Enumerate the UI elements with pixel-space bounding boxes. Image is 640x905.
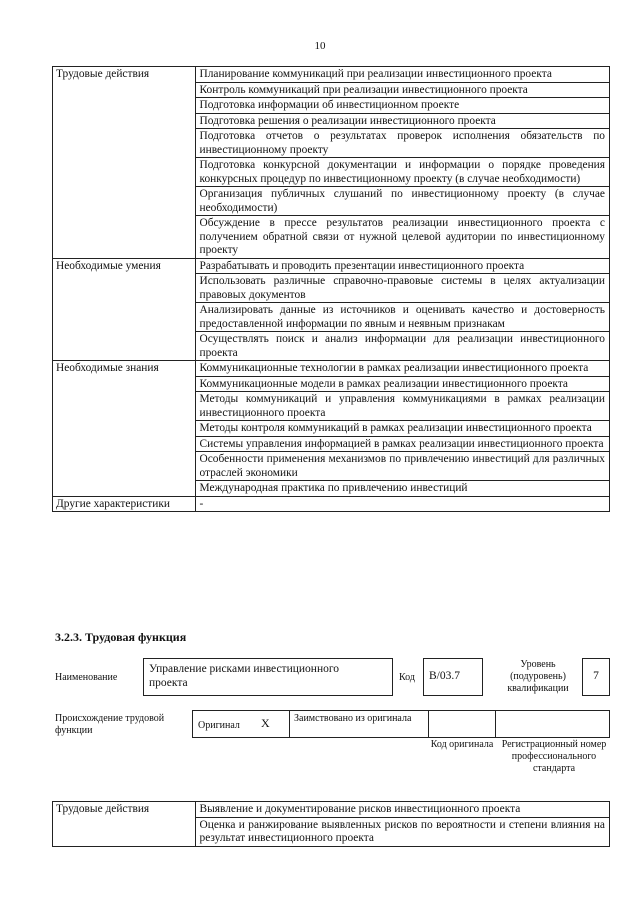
- name-box: [143, 658, 393, 696]
- row-group-label: Необходимые знания: [53, 361, 196, 497]
- name-value: Управление рисками инвестиционного проекта: [149, 663, 340, 689]
- original-label: Оригинал: [198, 720, 240, 731]
- row-item: Методы коммуникаций и управления коммуникациями в рамках реализации инвестиционного проекта: [195, 392, 610, 421]
- row-item: Оценка и ранжирование выявленных рисков по вероятности и степени влияния на результат инвестиционного проекта: [195, 817, 610, 846]
- row-item: Разрабатывать и проводить презентации инвестиционного проекта: [195, 258, 610, 274]
- section-title: 3.2.3. Трудовая функция: [55, 630, 187, 644]
- row-group-label: Трудовые действия: [53, 802, 196, 847]
- row-item: Организация публичных слушаний по инвестиционному проекту (в случае необходимости): [195, 187, 610, 216]
- level-box: [582, 658, 610, 696]
- row-item: Подготовка конкурсной документации и информации о порядке проведения конкурсных процедур по инвестиционному проекту (в случае необходимости): [195, 158, 610, 187]
- original-mark: X: [261, 716, 270, 730]
- page-number: 10: [314, 40, 326, 52]
- row-item: Подготовка информации об инвестиционном проекте: [195, 98, 610, 114]
- table-row: [53, 802, 610, 818]
- row-item: Контроль коммуникаций при реализации инвестиционного проекта: [195, 82, 610, 98]
- row-group-label: Необходимые умения: [53, 258, 196, 361]
- table-row: [53, 258, 610, 274]
- row-item: Выявление и документирование рисков инвестиционного проекта: [195, 802, 610, 818]
- origin-row: [192, 710, 610, 738]
- borrowed-label: Заимствовано из оригинала: [294, 713, 412, 724]
- row-item: Подготовка решения о реализации инвестиционного проекта: [195, 113, 610, 129]
- level-label: Уровень (подуровень) квалификации: [507, 659, 569, 694]
- row-item: Международная практика по привлечению инвестиций: [195, 481, 610, 497]
- code-caption: Код оригинала: [430, 739, 494, 750]
- row-item: Использовать различные справочно-правовые системы в целях актуализации правовых документов: [195, 274, 610, 303]
- origin-divider-1: [289, 711, 290, 737]
- reg-caption: Регистрационный номер профессионального стандарта: [501, 739, 607, 774]
- name-label: Наименование: [55, 672, 118, 683]
- code-box: [423, 658, 483, 696]
- row-item: Системы управления информацией в рамках реализации инвестиционного проекта: [195, 436, 610, 452]
- origin-divider-2: [428, 711, 429, 737]
- top-table: [52, 66, 610, 512]
- table-row: [53, 67, 610, 83]
- row-group-label: Другие характеристики: [53, 496, 196, 512]
- code-value: B/03.7: [429, 670, 460, 682]
- row-item: Методы контроля коммуникаций в рамках реализации инвестиционного проекта: [195, 421, 610, 437]
- row-item: Коммуникационные технологии в рамках реализации инвестиционного проекта: [195, 361, 610, 377]
- row-item: Обсуждение в прессе результатов реализации инвестиционного проекта с получением обратной связи от нужной целевой аудитории по инвестиционному проекту: [195, 216, 610, 259]
- row-item: Подготовка отчетов о результатах проверок исполнения обязательств по инвестиционному проекту: [195, 129, 610, 158]
- row-item: -: [195, 496, 610, 512]
- row-item: Осуществлять поиск и анализ информации для реализации инвестиционного проекта: [195, 332, 610, 361]
- code-label: Код: [399, 672, 415, 683]
- bottom-table: [52, 801, 610, 847]
- origin-divider-3: [495, 711, 496, 737]
- row-item: Особенности применения механизмов по привлечению инвестиций для различных отраслей экономики: [195, 452, 610, 481]
- row-item: Планирование коммуникаций при реализации инвестиционного проекта: [195, 67, 610, 83]
- row-item: Коммуникационные модели в рамках реализации инвестиционного проекта: [195, 376, 610, 392]
- level-value: 7: [593, 670, 599, 682]
- origin-label: Происхождение трудовой функции: [55, 713, 165, 736]
- row-item: Анализировать данные из источников и оценивать качество и достоверность предоставленной информации по явным и неявным признакам: [195, 303, 610, 332]
- table-row: [53, 361, 610, 377]
- table-row: [53, 496, 610, 512]
- row-group-label: Трудовые действия: [53, 67, 196, 259]
